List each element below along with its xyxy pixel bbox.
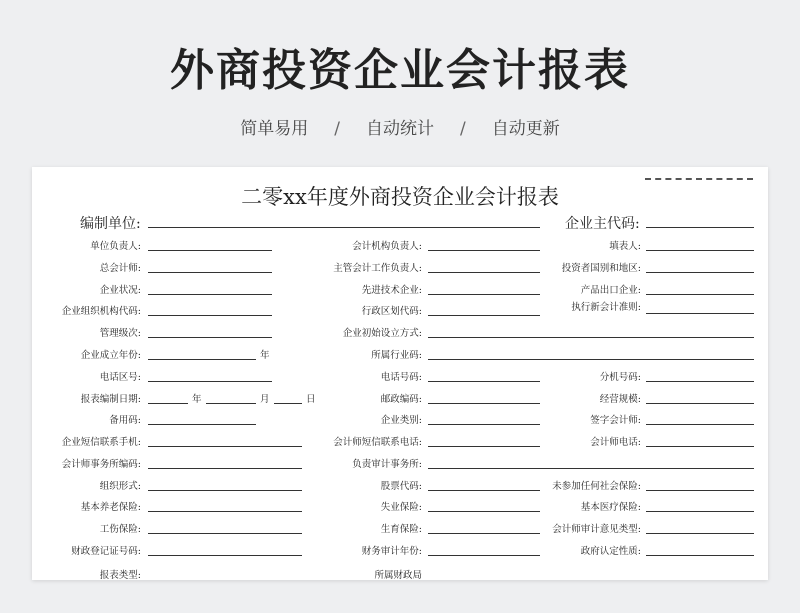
org-code-field[interactable] bbox=[148, 315, 272, 316]
unit-leader-field[interactable] bbox=[148, 250, 272, 251]
firm-code-label: 会计师事务所编码: bbox=[61, 459, 141, 470]
maternity-insurance-label: 生育保险: bbox=[380, 524, 422, 535]
enterprise-status-field[interactable] bbox=[148, 294, 272, 295]
admin-division-code-label: 行政区划代码: bbox=[361, 306, 422, 317]
accounting-supervisor-label: 主管会计工作负责人: bbox=[333, 263, 422, 274]
founding-year-field[interactable] bbox=[148, 359, 256, 360]
pension-insurance-field[interactable] bbox=[148, 511, 302, 512]
separator: / bbox=[460, 119, 466, 139]
unit-leader-label: 单位负责人: bbox=[90, 241, 141, 252]
spare-code-label: 备用码: bbox=[109, 415, 141, 426]
postal-code-field[interactable] bbox=[428, 403, 540, 404]
medical-insurance-label: 基本医疗保险: bbox=[580, 502, 641, 513]
sms-mobile-field[interactable] bbox=[148, 446, 302, 447]
report-date-label: 报表编制日期: bbox=[80, 394, 141, 405]
enterprise-category-label: 企业类别: bbox=[380, 415, 422, 426]
year-unit: 年 bbox=[192, 394, 202, 405]
audit-firm-field[interactable] bbox=[428, 468, 754, 469]
audit-firm-label: 负责审计事务所: bbox=[352, 459, 422, 470]
audit-year-field[interactable] bbox=[428, 555, 540, 556]
business-scale-label: 经营规模: bbox=[599, 394, 641, 405]
compiler-unit-field[interactable] bbox=[148, 227, 540, 228]
dashed-marker bbox=[645, 178, 753, 180]
initial-setup-label: 企业初始设立方式: bbox=[342, 328, 422, 339]
audit-year-label: 财务审计年份: bbox=[361, 546, 422, 557]
page-title: 外商投资企业会计报表 bbox=[170, 45, 630, 96]
audit-opinion-field[interactable] bbox=[646, 533, 754, 534]
area-code-field[interactable] bbox=[148, 381, 272, 382]
feature-auto-stats: 自动统计 bbox=[366, 119, 434, 139]
org-form-label: 组织形式: bbox=[99, 481, 141, 492]
management-level-label: 管理级次: bbox=[99, 328, 141, 339]
phone-number-field[interactable] bbox=[428, 381, 540, 382]
accountant-sms-label: 会计师短信联系电话: bbox=[333, 437, 422, 448]
maternity-insurance-field[interactable] bbox=[428, 533, 540, 534]
chief-accountant-label: 总会计师: bbox=[99, 263, 141, 274]
initial-setup-field[interactable] bbox=[428, 337, 754, 338]
enterprise-code-label: 企业主代码: bbox=[565, 216, 640, 232]
unemployment-insurance-label: 失业保险: bbox=[380, 502, 422, 513]
fiscal-registration-field[interactable] bbox=[148, 555, 302, 556]
enterprise-category-field[interactable] bbox=[428, 424, 540, 425]
pension-insurance-label: 基本养老保险: bbox=[80, 502, 141, 513]
report-date-year-field[interactable] bbox=[148, 403, 188, 404]
advanced-tech-label: 先进技术企业: bbox=[361, 285, 422, 296]
sms-mobile-label: 企业短信联系手机: bbox=[61, 437, 141, 448]
new-standards-label: 执行新会计准则: bbox=[571, 302, 641, 313]
management-level-field[interactable] bbox=[148, 337, 272, 338]
investor-country-field[interactable] bbox=[646, 272, 754, 273]
feature-auto-update: 自动更新 bbox=[491, 119, 560, 139]
injury-insurance-field[interactable] bbox=[148, 533, 302, 534]
investor-country-label: 投资者国别和地区: bbox=[561, 263, 641, 274]
no-social-insurance-field[interactable] bbox=[646, 490, 754, 491]
accountant-phone-field[interactable] bbox=[646, 446, 754, 447]
report-date-month-field[interactable] bbox=[206, 403, 256, 404]
accountant-sms-field[interactable] bbox=[428, 446, 540, 447]
extension-field[interactable] bbox=[646, 381, 754, 382]
unemployment-insurance-field[interactable] bbox=[428, 511, 540, 512]
preparer-field[interactable] bbox=[646, 250, 754, 251]
phone-number-label: 电话号码: bbox=[380, 372, 422, 383]
year-unit: 年 bbox=[260, 350, 270, 361]
gov-nature-field[interactable] bbox=[646, 555, 754, 556]
new-standards-field[interactable] bbox=[646, 313, 754, 314]
form-title: 二零xx年度外商投资企业会计报表 bbox=[241, 185, 559, 209]
chief-accountant-field[interactable] bbox=[148, 272, 272, 273]
no-social-insurance-label: 未参加任何社会保险: bbox=[552, 481, 641, 492]
report-form-sheet bbox=[32, 167, 768, 580]
stock-code-field[interactable] bbox=[428, 490, 540, 491]
industry-code-field[interactable] bbox=[428, 359, 754, 360]
accounting-head-field[interactable] bbox=[428, 250, 540, 251]
business-scale-field[interactable] bbox=[646, 403, 754, 404]
finance-bureau-label: 所属财政局 bbox=[374, 570, 422, 580]
feature-easy: 简单易用 bbox=[240, 119, 309, 139]
audit-opinion-label: 会计师审计意见类型: bbox=[552, 524, 641, 535]
extension-label: 分机号码: bbox=[599, 372, 641, 383]
advanced-tech-field[interactable] bbox=[428, 294, 540, 295]
report-date-day-field[interactable] bbox=[274, 403, 302, 404]
export-enterprise-field[interactable] bbox=[646, 294, 754, 295]
area-code-label: 电话区号: bbox=[99, 372, 141, 383]
signing-accountant-label: 签字会计师: bbox=[590, 415, 641, 426]
firm-code-field[interactable] bbox=[148, 468, 302, 469]
day-unit: 日 bbox=[306, 394, 316, 405]
compiler-unit-label: 编制单位: bbox=[80, 216, 141, 232]
report-type-label: 报表类型: bbox=[99, 570, 141, 580]
fiscal-registration-label: 财政登记证号码: bbox=[71, 546, 141, 557]
feature-list bbox=[0, 114, 800, 139]
medical-insurance-field[interactable] bbox=[646, 511, 754, 512]
spare-code-field[interactable] bbox=[148, 424, 256, 425]
injury-insurance-label: 工伤保险: bbox=[99, 524, 141, 535]
export-enterprise-label: 产品出口企业: bbox=[580, 285, 641, 296]
accountant-phone-label: 会计师电话: bbox=[590, 437, 641, 448]
separator: / bbox=[334, 119, 340, 139]
enterprise-code-field[interactable] bbox=[646, 227, 754, 228]
postal-code-label: 邮政编码: bbox=[380, 394, 422, 405]
preparer-label: 填表人: bbox=[609, 241, 641, 252]
gov-nature-label: 政府认定性质: bbox=[580, 546, 641, 557]
org-form-field[interactable] bbox=[148, 490, 302, 491]
founding-year-label: 企业成立年份: bbox=[80, 350, 141, 361]
stock-code-label: 股票代码: bbox=[380, 481, 422, 492]
month-unit: 月 bbox=[260, 394, 270, 405]
industry-code-label: 所属行业码: bbox=[371, 350, 422, 361]
accounting-head-label: 会计机构负责人: bbox=[352, 241, 422, 252]
enterprise-status-label: 企业状况: bbox=[99, 285, 141, 296]
signing-accountant-field[interactable] bbox=[646, 424, 754, 425]
org-code-label: 企业组织机构代码: bbox=[61, 306, 141, 317]
admin-division-code-field[interactable] bbox=[428, 315, 540, 316]
accounting-supervisor-field[interactable] bbox=[428, 272, 540, 273]
